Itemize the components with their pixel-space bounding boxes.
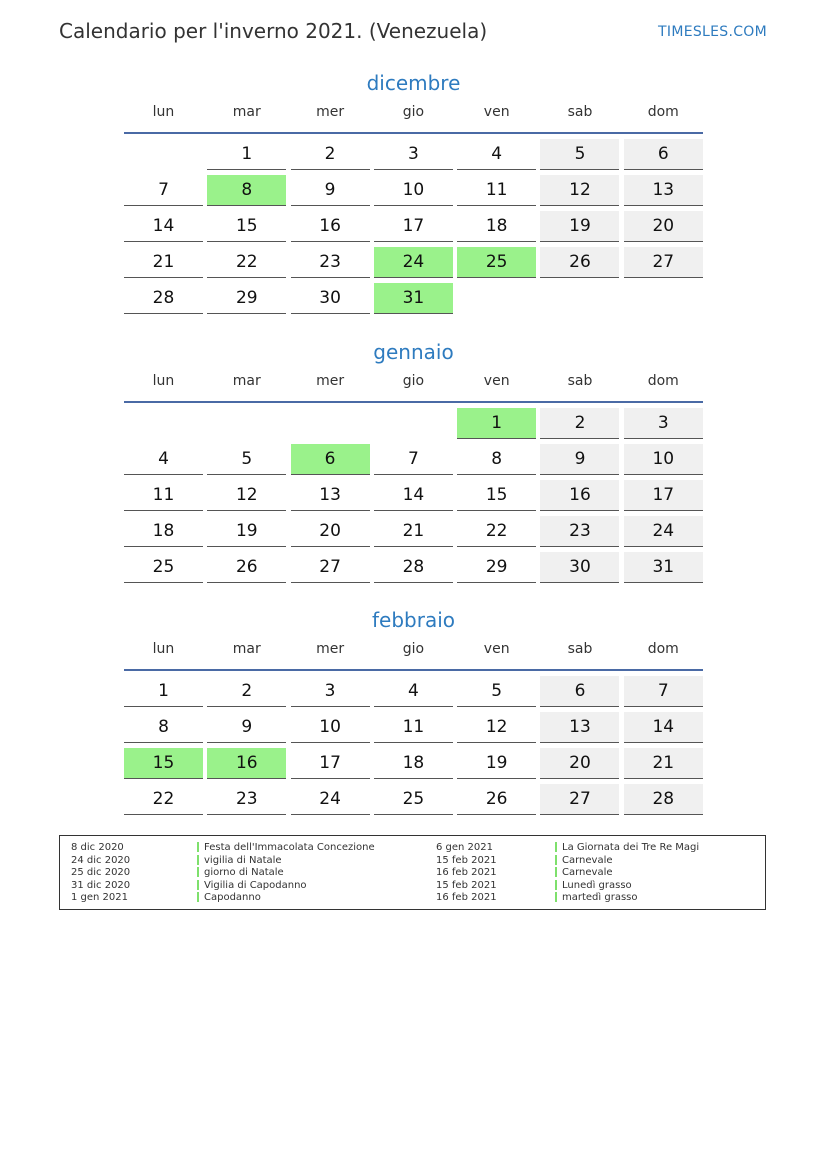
legend-holiday-text: Capodanno (204, 892, 261, 903)
day-cell: 11 (457, 175, 536, 206)
day-cell: 8 (457, 444, 536, 475)
weekday-label: ven (483, 104, 510, 120)
day-cell: 7 (624, 676, 703, 707)
day-cell: 20 (540, 748, 619, 779)
legend-color-marker (197, 842, 199, 852)
day-cell: 14 (624, 712, 703, 743)
legend-color-marker (197, 880, 199, 890)
day-cell: 18 (457, 211, 536, 242)
day-cell: 15 (207, 211, 286, 242)
legend-date: 16 feb 2021 (436, 892, 497, 903)
legend-date: 16 feb 2021 (436, 867, 497, 878)
legend-holiday-name (197, 842, 375, 855)
day-cell: 14 (124, 211, 203, 242)
legend-color-marker (197, 867, 199, 877)
day-cell: 5 (207, 444, 286, 475)
legend-date: 25 dic 2020 (71, 867, 131, 878)
day-cell: 5 (457, 676, 536, 707)
day-cell: 3 (374, 139, 453, 170)
weekday-header (124, 641, 703, 661)
day-cell: 19 (540, 211, 619, 242)
day-cell: 18 (124, 516, 203, 547)
day-cell: 30 (291, 283, 370, 314)
legend-color-marker (197, 855, 199, 865)
day-cell: 6 (624, 139, 703, 170)
legend-holiday-text: Festa dell'Immacolata Concezione (204, 842, 375, 853)
day-cell: 22 (124, 784, 203, 815)
legend-holiday-name (555, 867, 699, 880)
header-rule (124, 669, 703, 671)
weekday-label: sab (567, 373, 593, 389)
day-cell: 28 (374, 552, 453, 583)
legend-holiday-text: Carnevale (562, 854, 613, 866)
day-cell: 1 (124, 676, 203, 707)
legend-holiday-name (197, 855, 375, 868)
weekday-label: sab (567, 104, 593, 120)
day-cell: 25 (374, 784, 453, 815)
legend-holiday-text: Vigilia di Capodanno (204, 879, 307, 891)
day-cell: 18 (374, 748, 453, 779)
day-cell: 7 (124, 175, 203, 206)
day-cell: 17 (374, 211, 453, 242)
day-cell: 19 (207, 516, 286, 547)
legend-holiday-name (197, 867, 375, 880)
weekday-label: gio (402, 373, 425, 389)
month-calendar-february (124, 607, 703, 815)
day-cell: 27 (540, 784, 619, 815)
legend-holiday-name (555, 855, 699, 868)
day-cell: 21 (374, 516, 453, 547)
day-cell: 20 (291, 516, 370, 547)
legend-holiday-name (555, 880, 699, 893)
holiday-legend (59, 835, 766, 910)
legend-color-marker (555, 842, 557, 852)
weekday-label: lun (152, 641, 175, 657)
weekday-label: mar (232, 641, 261, 657)
legend-dates-right (436, 842, 497, 905)
empty-cell (124, 408, 203, 439)
day-cell: 2 (540, 408, 619, 439)
day-cell: 12 (457, 712, 536, 743)
holiday-day-cell: 24 (374, 247, 453, 278)
day-cell: 21 (124, 247, 203, 278)
day-cell: 27 (624, 247, 703, 278)
day-cell: 26 (207, 552, 286, 583)
weekday-header (124, 373, 703, 393)
legend-date: 6 gen 2021 (436, 842, 494, 853)
legend-color-marker (555, 892, 557, 902)
weekday-label: mar (232, 373, 261, 389)
day-cell: 17 (291, 748, 370, 779)
day-cell: 17 (624, 480, 703, 511)
day-cell: 3 (291, 676, 370, 707)
holiday-day-cell: 16 (207, 748, 286, 779)
legend-color-marker (555, 880, 557, 890)
day-cell: 29 (207, 283, 286, 314)
empty-cell (291, 408, 370, 439)
holiday-day-cell: 8 (207, 175, 286, 206)
day-cell: 24 (624, 516, 703, 547)
empty-cell (124, 139, 203, 170)
legend-color-marker (555, 867, 557, 877)
weekday-label: gio (402, 641, 425, 657)
day-cell: 11 (374, 712, 453, 743)
day-cell: 25 (124, 552, 203, 583)
day-cell: 15 (457, 480, 536, 511)
month-name: gennaio (373, 340, 454, 364)
day-cell: 12 (540, 175, 619, 206)
holiday-day-cell: 15 (124, 748, 203, 779)
legend-date: 8 dic 2020 (71, 842, 124, 853)
day-cell: 1 (207, 139, 286, 170)
day-grid (124, 676, 703, 815)
day-cell: 4 (374, 676, 453, 707)
day-cell: 10 (374, 175, 453, 206)
legend-holiday-name (197, 880, 375, 893)
day-cell: 10 (291, 712, 370, 743)
day-cell: 9 (291, 175, 370, 206)
day-cell: 11 (124, 480, 203, 511)
legend-date: 31 dic 2020 (71, 879, 131, 891)
legend-holiday-text: Lunedì grasso (562, 879, 632, 891)
weekday-label: dom (647, 641, 679, 657)
legend-color-marker (197, 892, 199, 902)
month-name: dicembre (366, 71, 461, 95)
empty-cell (207, 408, 286, 439)
day-cell: 31 (624, 552, 703, 583)
holiday-day-cell: 25 (457, 247, 536, 278)
month-calendar-december (124, 70, 703, 314)
day-grid (124, 408, 703, 583)
weekday-label: sab (567, 641, 593, 657)
day-cell: 28 (624, 784, 703, 815)
holiday-day-cell: 6 (291, 444, 370, 475)
weekday-header (124, 104, 703, 124)
empty-cell (374, 408, 453, 439)
legend-color-marker (555, 855, 557, 865)
day-cell: 23 (207, 784, 286, 815)
day-cell: 16 (540, 480, 619, 511)
header-rule (124, 132, 703, 134)
day-cell: 9 (207, 712, 286, 743)
day-grid (124, 139, 703, 314)
weekday-label: dom (647, 373, 679, 389)
weekday-label: mer (316, 373, 345, 389)
holiday-day-cell: 31 (374, 283, 453, 314)
day-cell: 14 (374, 480, 453, 511)
legend-holiday-text: Carnevale (562, 867, 613, 878)
day-cell: 19 (457, 748, 536, 779)
weekday-label: gio (402, 104, 425, 120)
weekday-label: ven (483, 641, 510, 657)
day-cell: 21 (624, 748, 703, 779)
day-cell: 12 (207, 480, 286, 511)
day-cell: 6 (540, 676, 619, 707)
day-cell: 30 (540, 552, 619, 583)
day-cell: 10 (624, 444, 703, 475)
holiday-day-cell: 1 (457, 408, 536, 439)
weekday-label: dom (647, 104, 679, 120)
legend-names-left (197, 842, 375, 905)
legend-date: 1 gen 2021 (71, 892, 129, 903)
legend-holiday-name (555, 892, 699, 905)
day-cell: 7 (374, 444, 453, 475)
day-cell: 13 (291, 480, 370, 511)
day-cell: 9 (540, 444, 619, 475)
weekday-label: mer (316, 104, 345, 120)
day-cell: 8 (124, 712, 203, 743)
day-cell: 26 (457, 784, 536, 815)
day-cell: 2 (291, 139, 370, 170)
day-cell: 3 (624, 408, 703, 439)
brand-link[interactable]: TIMESLES.COM (658, 24, 767, 40)
day-cell: 4 (457, 139, 536, 170)
legend-date: 15 feb 2021 (436, 879, 497, 891)
day-cell: 5 (540, 139, 619, 170)
day-cell: 22 (457, 516, 536, 547)
legend-holiday-text: giorno di Natale (204, 867, 284, 878)
header-rule (124, 401, 703, 403)
weekday-label: lun (152, 104, 175, 120)
legend-names-right (555, 842, 699, 905)
day-cell: 23 (291, 247, 370, 278)
weekday-label: mar (232, 104, 261, 120)
legend-dates-left (71, 842, 130, 905)
legend-holiday-text: martedì grasso (562, 892, 638, 903)
legend-date: 15 feb 2021 (436, 854, 497, 866)
legend-holiday-text: La Giornata dei Tre Re Magi (562, 842, 700, 853)
day-cell: 29 (457, 552, 536, 583)
day-cell: 28 (124, 283, 203, 314)
weekday-label: lun (152, 373, 175, 389)
day-cell: 4 (124, 444, 203, 475)
day-cell: 23 (540, 516, 619, 547)
legend-holiday-name (555, 842, 699, 855)
day-cell: 27 (291, 552, 370, 583)
day-cell: 16 (291, 211, 370, 242)
day-cell: 24 (291, 784, 370, 815)
legend-holiday-text: vigilia di Natale (204, 854, 282, 866)
weekday-label: mer (316, 641, 345, 657)
day-cell: 26 (540, 247, 619, 278)
legend-date: 24 dic 2020 (71, 854, 131, 866)
day-cell: 13 (540, 712, 619, 743)
day-cell: 2 (207, 676, 286, 707)
day-cell: 20 (624, 211, 703, 242)
month-calendar-january (124, 339, 703, 583)
day-cell: 13 (624, 175, 703, 206)
month-name: febbraio (371, 608, 455, 632)
weekday-label: ven (483, 373, 510, 389)
page-title: Calendario per l'inverno 2021. (Venezuela) (59, 19, 488, 43)
legend-holiday-name (197, 892, 375, 905)
day-cell: 22 (207, 247, 286, 278)
